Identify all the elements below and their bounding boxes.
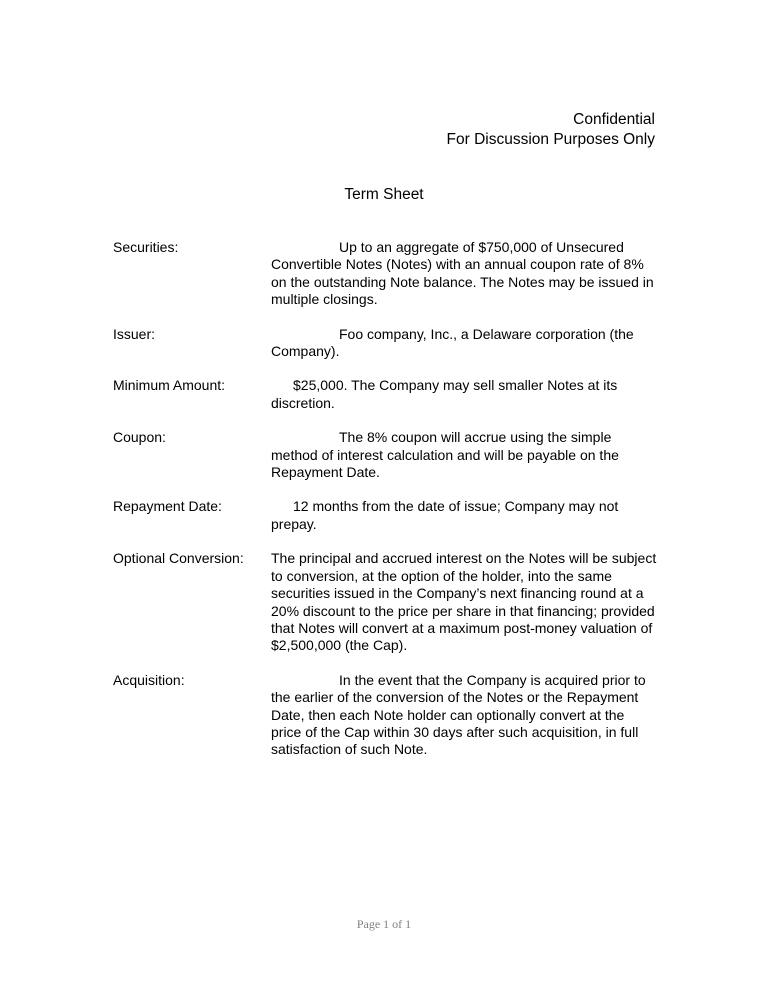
term-row-coupon	[113, 429, 658, 481]
term-value: In the event that the Company is acquired prior to the earlier of the conversion of the Notes or the Repayment Date, then each Note holder can optionally convert at the price of the Cap within 30 days after such acquisition, in full satisfaction of such Note.	[271, 671, 646, 758]
document-header	[447, 110, 655, 150]
page-title: Term Sheet	[344, 186, 424, 203]
term-row-acquisition	[113, 672, 658, 759]
term-value: The principal and accrued interest on the Notes will be subject to conversion, at the option of the holder, into the same securities issued in the Company’s next financing round at a 20% discount to the price per share in that financing; provided that Notes will convert at a maximum post-money valuation of $2,500,000 (the Cap).	[271, 550, 657, 654]
term-value: The 8% coupon will accrue using the simple method of interest calculation and will be payable on the Repayment Date.	[271, 429, 619, 481]
term-row-issuer	[113, 326, 658, 361]
term-value: $25,000. The Company may sell smaller Notes at its discretion.	[271, 377, 618, 411]
terms-list	[113, 239, 658, 776]
term-value: Foo company, Inc., a Delaware corporation (the Company).	[271, 325, 634, 360]
page-number: Page 1 of 1	[356, 917, 412, 931]
term-value: 12 months from the date of issue; Company may not prepay.	[271, 498, 619, 532]
term-row-securities	[113, 239, 658, 309]
term-label: Coupon:	[113, 429, 166, 446]
term-row-repayment-date	[113, 498, 658, 533]
term-label: Securities:	[113, 239, 179, 255]
term-row-minimum-amount	[113, 377, 658, 412]
term-label: Issuer:	[113, 325, 156, 342]
term-label: Optional Conversion:	[113, 550, 244, 567]
discussion-label: For Discussion Purposes Only	[446, 131, 655, 148]
term-label: Minimum Amount:	[113, 377, 226, 394]
confidential-label: Confidential	[573, 111, 655, 128]
term-row-optional-conversion	[113, 550, 658, 654]
term-label: Acquisition:	[113, 671, 185, 688]
term-value: Up to an aggregate of $750,000 of Unsecured Convertible Notes (Notes) with an annual coupon rate of 8% on the outstanding Note balance. The Notes may be issued in multiple closings.	[271, 239, 654, 308]
term-label: Repayment Date:	[113, 498, 222, 515]
